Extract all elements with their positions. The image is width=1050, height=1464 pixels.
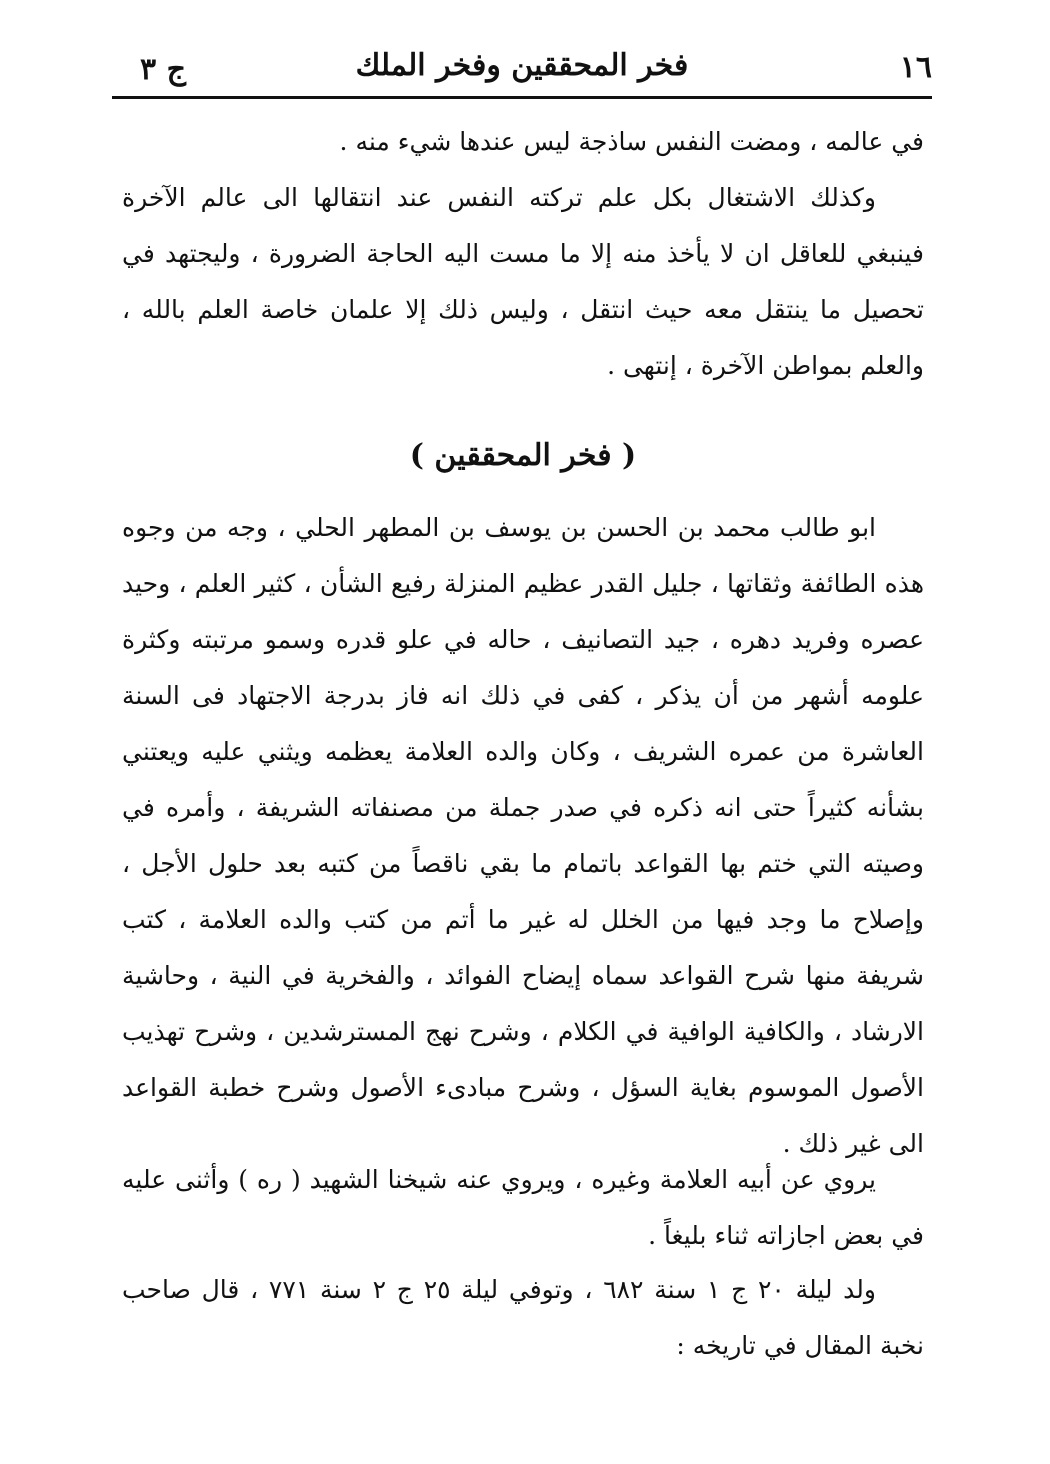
page-header xyxy=(112,44,932,96)
page-number: ١٦ xyxy=(899,50,932,85)
running-title: فخر المحققين وفخر الملك xyxy=(355,48,689,83)
top-text-block xyxy=(122,114,924,394)
dates-paragraph xyxy=(122,1262,924,1374)
volume-label: ج ٣ xyxy=(140,52,186,87)
section-heading: ( فخر المحققين ) xyxy=(409,438,637,473)
paragraph-dates: ولد ليلة ٢٠ ج ١ سنة ٦٨٢ ، وتوفي ليلة ٢٥ ج ٢ سنة ٧٧١ ، قال صاحب نخبة المقال في تاريخه : xyxy=(122,1275,924,1360)
paragraph-biography: ابو طالب محمد بن الحسن بن يوسف بن المطهر الحلي ، وجه من وجوه هذه الطائفة وثقاتها ، جليل القدر عظيم المنزلة رفيع الشأن ، كثير العلم ، وحيد عصره وفريد دهره ، جيد التصانيف ، حاله في علو قدره وسمو مرتبته وكثرة علومه أشهر من أن يذكر ، كفى في ذلك انه فاز بدرجة الاجتهاد فى السنة العاشرة من عمره الشريف ، وكان والده العلامة يعظمه ويثني عليه ويعتني بشأنه كثيراً حتى انه ذكره في صدر جملة من مصنفاته الشريفة ، وأمره في وصيته التي ختم بها القواعد باتمام ما بقي ناقصاً من كتبه بعد حلول الأجل ، وإصلاح ما وجد فيها من الخلل له غير ما أتم من كتب والده العلامة ، كتب شريفة منها شرح القواعد سماه إيضاح الفوائد ، والفخرية في النية ، وحاشية الارشاد ، والكافية الوافية في الكلام ، وشرح نهج المسترشدين ، وشرح تهذيب الأصول الموسوم بغاية السؤل ، وشرح مبادىء الأصول وشرح خطبة القواعد الى غير ذلك . xyxy=(122,513,924,1158)
narration-paragraph xyxy=(122,1152,924,1264)
paragraph-continuation: في عالمه ، ومضت النفس ساذجة ليس عندها شيء منه . xyxy=(339,127,924,156)
paragraph-knowledge: وكذلك الاشتغال بكل علم تركته النفس عند انتقالها الى عالم الآخرة فينبغي للعاقل ان لا يأخذ منه إلا ما مست اليه الحاجة الضرورة ، وليجتهد في تحصيل ما ينتقل معه حيث انتقل ، وليس ذلك إلا علمان خاصة العلم بالله ، والعلم بمواطن الآخرة ، إنتهى . xyxy=(122,183,924,380)
paragraph-narration: يروي عن أبيه العلامة وغيره ، ويروي عنه شيخنا الشهيد ( ره ) وأثنى عليه في بعض اجازاته ثناء بليغاً . xyxy=(122,1165,924,1250)
biography-paragraph xyxy=(122,500,924,1172)
header-rule xyxy=(112,96,932,99)
